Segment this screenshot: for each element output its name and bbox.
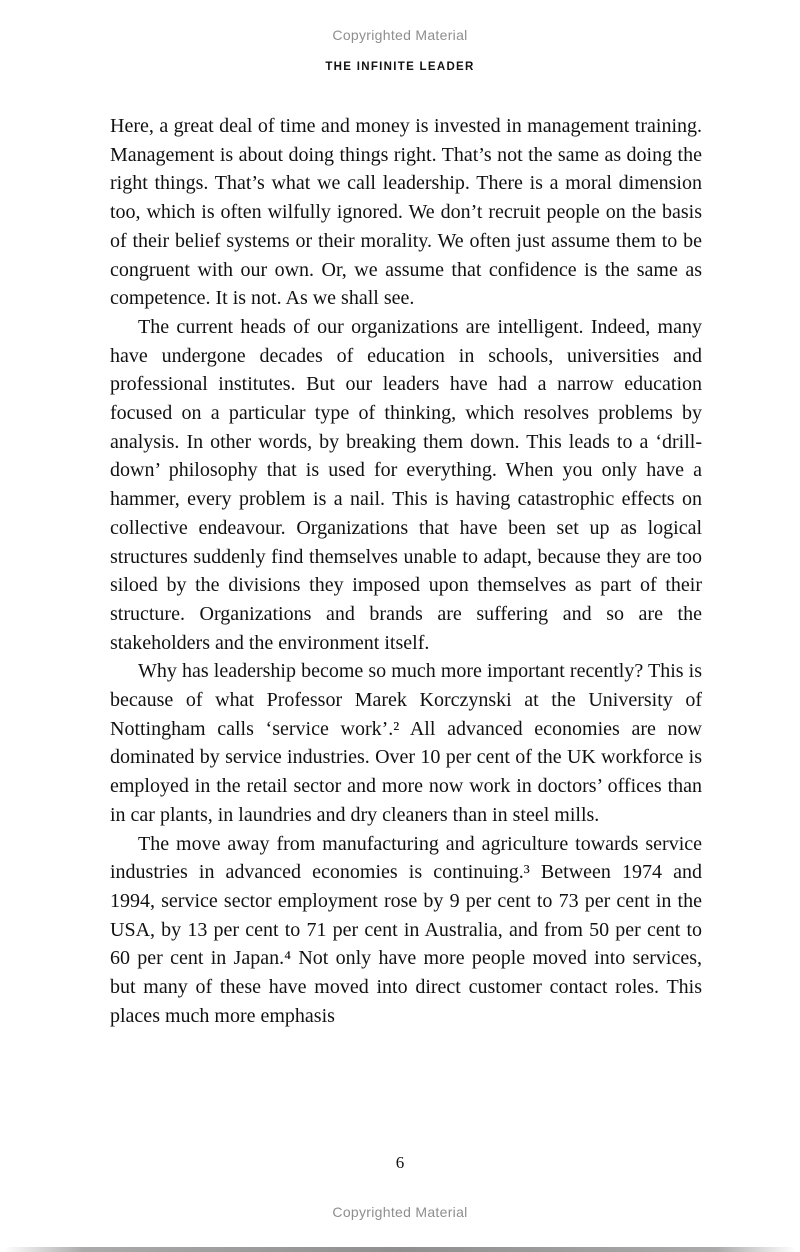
page-number: 6 <box>395 1153 405 1172</box>
page-bottom-edge <box>4 1247 796 1252</box>
paragraph-4: The move away from manufacturing and agriculture towards service industries in advanced economies is continuing.³ Between 1974 and 1994, service sector employment rose by 9 per cent to 73 per cent in the USA, by 13 per cent to 71 per cent in Australia, and from 50 per cent to 60 per cent in Japan.⁴ Not only have more people moved into services, but many of these have moved into direct customer contact roles. This places much more emphasis <box>110 832 702 1027</box>
paragraph-1: Here, a great deal of time and money is invested in management training. Management is about doing things right. That’s not the same as doing the right things. That’s what we call leadership. There is a moral dimension too, which is often wilfully ignored. We don’t recruit people on the basis of their belief systems or their morality. We often just assume them to be congruent with our own. Or, we assume that confidence is the same as competence. It is not. As we shall see. <box>110 115 702 310</box>
paragraph-2: The current heads of our organizations are intelligent. Indeed, many have undergone decades of education in schools, universities and professional institutes. But our leaders have had a narrow education focused on a particular type of thinking, which resolves problems by analysis. In other words, by breaking them down. This leads to a ‘drill-down’ philosophy that is used for everything. When you only have a hammer, every problem is a nail. This is having catastrophic effects on collective endeavour. Organizations that have been set up as logical structures suddenly find themselves unable to adapt, because they are too siloed by the divisions they imposed upon themselves as part of their structure. Organizations and brands are suffering and so are the stakeholders and the environment itself. <box>110 315 702 654</box>
page-body <box>110 112 702 1031</box>
paragraph-3: Why has leadership become so much more important recently? This is because of what Professor Marek Korczynski at the University of Nottingham calls ‘service work’.² All advanced economies are now dominated by service industries. Over 10 per cent of the UK workforce is employed in the retail sector and more now work in doctors’ offices than in car plants, in laundries and dry cleaners than in steel mills. <box>110 660 702 826</box>
copyright-notice-bottom: Copyrighted Material <box>332 1204 468 1220</box>
copyright-notice-top: Copyrighted Material <box>332 27 468 43</box>
running-head: THE INFINITE LEADER <box>325 61 475 73</box>
